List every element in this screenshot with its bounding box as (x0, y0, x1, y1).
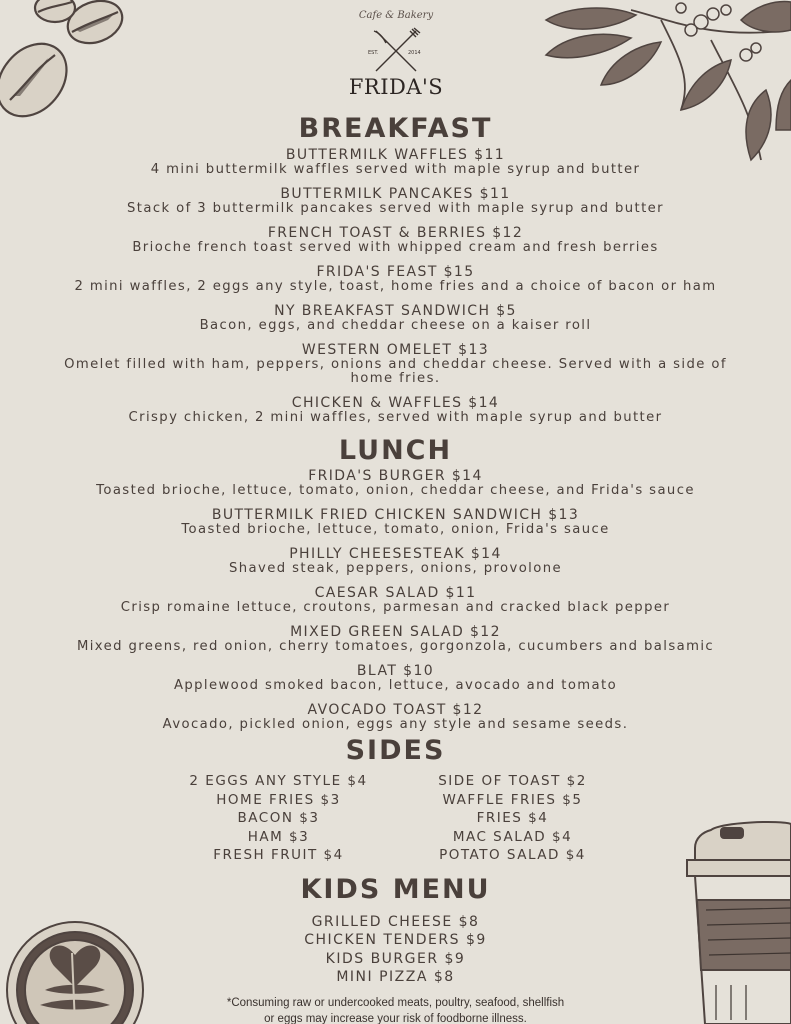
menu-item (0, 507, 791, 537)
menu-item-name: CAESAR SALAD $11 (314, 585, 477, 601)
menu-item (0, 468, 791, 498)
brand-name: FRIDA'S (348, 75, 444, 99)
breakfast-heading: BREAKFAST (298, 113, 493, 144)
menu-item (0, 663, 791, 693)
menu-item-name: FRIDA'S FEAST $15 (316, 264, 475, 280)
menu-item (0, 186, 791, 216)
menu-item (0, 147, 791, 177)
menu-item (0, 225, 791, 255)
logo-est-left: EST. (368, 50, 379, 56)
sides-left-column (179, 772, 379, 865)
menu-item (0, 546, 791, 576)
lunch-heading: LUNCH (338, 435, 453, 466)
kids-menu-heading: KIDS MENU (300, 873, 491, 905)
menu-item-name: WESTERN OMELET $13 (301, 342, 490, 358)
logo-tagline: Cafe & Bakery (358, 10, 434, 21)
breakfast-list (0, 147, 791, 425)
menu-item-description: Omelet filled with ham, peppers, onions and cheddar cheese. Served with a side of home fries. (64, 357, 727, 386)
side-item: HOME FRIES $3 (216, 791, 341, 808)
cafe-logo (340, 10, 452, 99)
menu-item-name: FRIDA'S BURGER $14 (308, 468, 483, 484)
menu-item-name: BUTTERMILK FRIED CHICKEN SANDWICH $13 (211, 507, 580, 523)
menu-item (0, 342, 791, 386)
crossed-fork-knife-icon (366, 25, 426, 77)
menu-item-name: BUTTERMILK PANCAKES $11 (280, 186, 511, 202)
menu-item-name: BUTTERMILK WAFFLES $11 (285, 147, 506, 163)
menu-content (0, 112, 791, 1024)
side-item: 2 EGGS ANY STYLE $4 (189, 773, 368, 789)
lunch-list (0, 468, 791, 732)
menu-item (0, 702, 791, 732)
kids-item: CHICKEN TENDERS $9 (304, 932, 487, 948)
kids-item: MINI PIZZA $8 (336, 969, 455, 985)
menu-item (0, 395, 791, 425)
menu-item-description: Crispy chicken, 2 mini waffles, served with maple syrup and butter (128, 410, 663, 425)
kids-menu-list (0, 913, 791, 987)
sides-right-column (413, 772, 613, 865)
side-item: FRIES $4 (476, 810, 549, 826)
sides-list (0, 772, 791, 865)
menu-item-description: Toasted brioche, lettuce, tomato, onion, Frida's sauce (181, 522, 610, 537)
logo-est-right: 2014 (408, 50, 421, 56)
menu-item-name: NY BREAKFAST SANDWICH $5 (274, 303, 517, 319)
coffee-beans-icon (0, 0, 130, 125)
side-item: MAC SALAD $4 (452, 828, 573, 845)
menu-item (0, 264, 791, 294)
side-item: FRESH FRUIT $4 (213, 847, 344, 863)
menu-item-description: Mixed greens, red onion, cherry tomatoes, gorgonzola, cucumbers and balsamic (76, 639, 715, 654)
menu-item-description: Bacon, eggs, and cheddar cheese on a kaiser roll (199, 318, 592, 333)
menu-item-name: CHICKEN & WAFFLES $14 (291, 395, 500, 411)
menu-item-name: FRENCH TOAST & BERRIES $12 (267, 225, 524, 241)
side-item: POTATO SALAD $4 (439, 847, 586, 863)
disclaimer-line: or eggs may increase your risk of foodborne illness. (264, 1012, 527, 1024)
menu-item (0, 624, 791, 654)
sides-heading: SIDES (345, 735, 446, 766)
menu-item-name: MIXED GREEN SALAD $12 (290, 624, 501, 640)
menu-item-description: Stack of 3 buttermilk pancakes served with maple syrup and butter (127, 201, 664, 216)
menu-item-description: 4 mini buttermilk waffles served with maple syrup and butter (150, 162, 641, 177)
menu-item-description: Toasted brioche, lettuce, tomato, onion, cheddar cheese, and Frida's sauce (96, 483, 695, 498)
food-safety-disclaimer (0, 995, 791, 1024)
menu-item-description: Applewood smoked bacon, lettuce, avocado and tomato (173, 678, 618, 693)
menu-item-description: 2 mini waffles, 2 eggs any style, toast, home fries and a choice of bacon or ham (74, 279, 717, 294)
menu-item-description: Avocado, pickled onion, eggs any style and sesame seeds. (162, 717, 629, 732)
kids-item: KIDS BURGER $9 (325, 950, 466, 967)
side-item: SIDE OF TOAST $2 (438, 773, 587, 789)
menu-item-name: BLAT $10 (356, 663, 435, 679)
menu-item-name: PHILLY CHEESESTEAK $14 (289, 546, 502, 562)
kids-item: GRILLED CHEESE $8 (311, 913, 480, 930)
side-item: HAM $3 (247, 828, 310, 845)
disclaimer-line: *Consuming raw or undercooked meats, poultry, seafood, shellfish (226, 996, 565, 1009)
menu-item-description: Brioche french toast served with whipped cream and fresh berries (132, 240, 659, 255)
menu-item-name: AVOCADO TOAST $12 (307, 702, 484, 718)
menu-item-description: Crisp romaine lettuce, croutons, parmesan and cracked black pepper (120, 600, 671, 615)
menu-item (0, 303, 791, 333)
side-item: BACON $3 (237, 810, 320, 826)
menu-item (0, 585, 791, 615)
menu-item-description: Shaved steak, peppers, onions, provolone (229, 561, 562, 576)
side-item: WAFFLE FRIES $5 (442, 791, 583, 808)
